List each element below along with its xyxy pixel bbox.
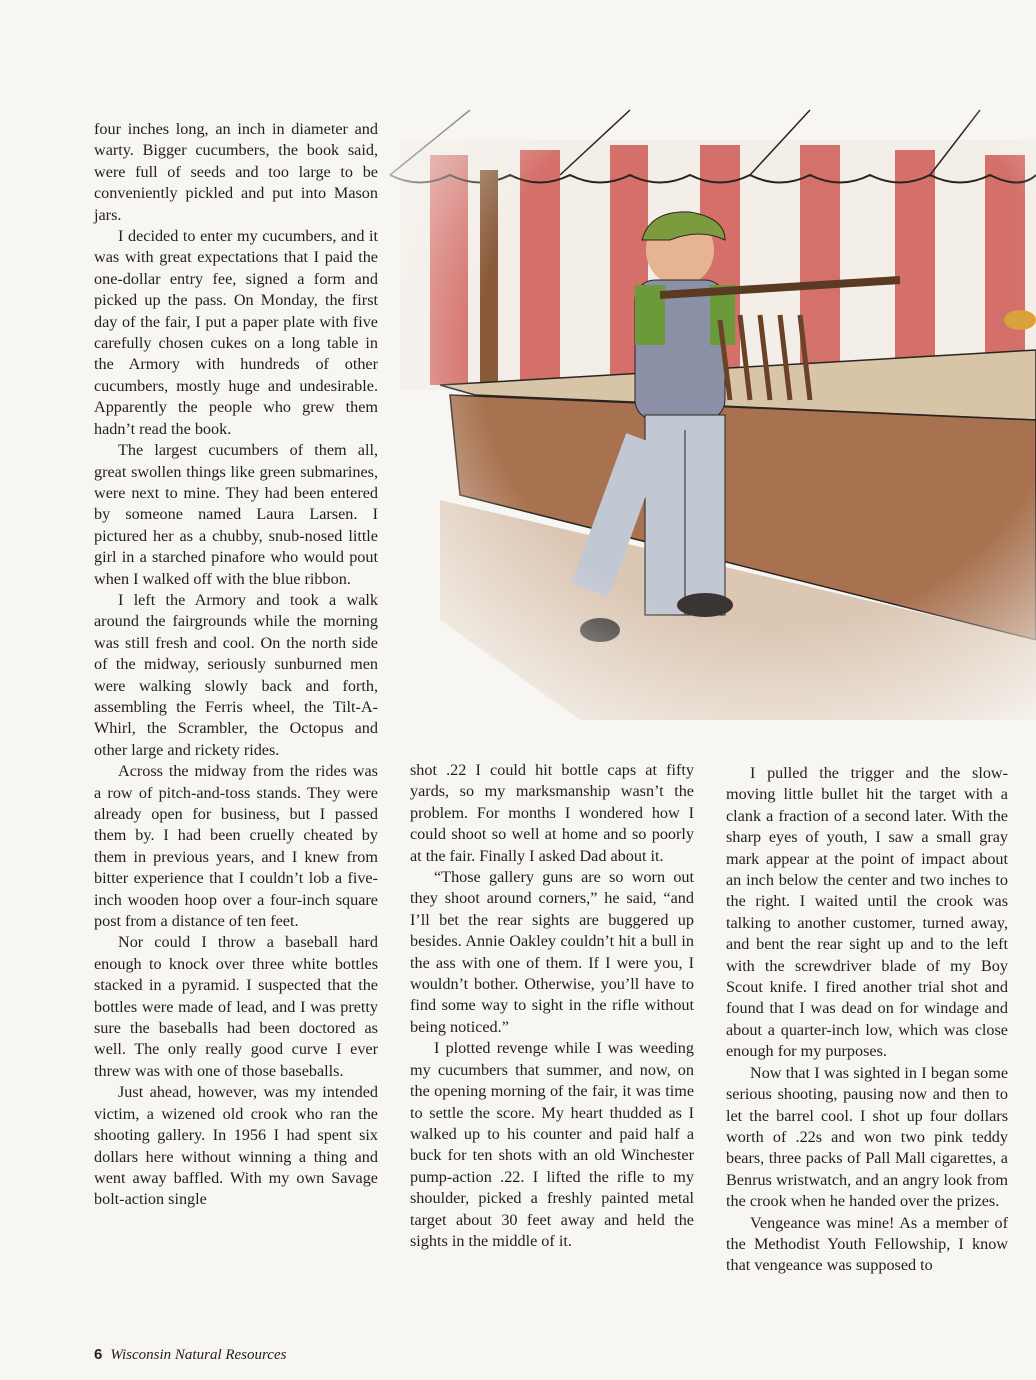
magazine-title: Wisconsin Natural Resources [110, 1347, 287, 1363]
shooting-gallery-illustration [380, 100, 1036, 720]
paragraph: I left the Armory and took a walk around the fairgrounds while the morning was still fresh and cool. On the north side of the midway, seriously sunburned men were walking slowly back and forth, assembling the Ferris wheel, the Tilt-A-Whirl, the Scrambler, the Octopus and other large and rickety rides. [94, 590, 378, 759]
page-number: 6 [94, 1346, 103, 1363]
paragraph: The largest cucumbers of them all, great swollen things like green submarines, were next to mine. They had been entered by someone named Laura Larsen. I pictured her as a chubby, snub-nosed little girl in a starched pinafore who would pout when I walked off with the blue ribbon. [94, 441, 378, 588]
paragraph: I pulled the trigger and the slow-moving little bullet hit the target with a clank a fraction of a second later. With the sharp eyes of youth, I saw a small gray mark appear at the point of impact about an inch below the center and two inches to the right. I waited until the crook was talking to another customer, turned away, and bent the rear sight up and to the left with the screwdriver blade of my Boy Scout knife. I fired another trial shot and found that I was dead on for windage and about a quarter-inch low, which was close enough for my purposes. [726, 764, 1008, 1061]
paragraph: Nor could I throw a baseball hard enough to knock over three white bottles stacked in a pyramid. I suspected that the bottles were made of lead, and I was pretty sure the baseballs had been doctored as well. The only really good curve I ever threw was with one of those baseballs. [94, 933, 378, 1080]
article-column-1 [94, 119, 378, 1211]
paragraph: I plotted revenge while I was weeding my cucumbers that summer, and now, on the opening morning of the fair, it was time to settle the score. My heart thudded as I walked up to his counter and paid half a buck for ten shots with an old Winchester pump-action .22. I lifted the rifle to my shoulder, picked a freshly painted metal target about 30 feet away and held the sights in the middle of it. [410, 1039, 694, 1250]
paragraph: “Those gallery guns are so worn out they shoot around corners,” he said, “and I’ll bet the rear sights are buggered up besides. Annie Oakley couldn’t hit a bull in the ass with one of them. If I were you, I wouldn’t bother. Otherwise, you’ll have to find some way to sight in the rifle without being noticed.” [410, 868, 694, 1036]
paragraph: Across the midway from the rides was a row of pitch-and-toss stands. They were already open for business, but I passed them by. I had been cruelly cheated by them in previous years, and I knew from bitter experience that I couldn’t lob a five-inch wooden hoop over a four-inch square post from a distance of ten feet. [94, 762, 378, 931]
article-column-2 [410, 760, 694, 1252]
paragraph: Vengeance was mine! As a member of the Methodist Youth Fellowship, I know that vengeance was supposed to [726, 1213, 1008, 1275]
paragraph: Now that I was sighted in I began some serious shooting, pausing now and then to let the barrel cool. I shot up four dollars worth of .22s and won two pink teddy bears, three packs of Pall Mall cigarettes, a Benrus wristwatch, and an angry look from the crook when he handed over the prizes. [726, 1063, 1008, 1211]
paragraph: shot .22 I could hit bottle caps at fifty yards, so my marksmanship wasn’t the problem. For months I wondered how I could shoot so well at home and so poorly at the fair. Finally I asked Dad about it. [410, 761, 694, 865]
paragraph: Just ahead, however, was my intended victim, a wizened old crook who ran the shooting gallery. In 1956 I had spent six dollars here without winning a thing and went away baffled. With my own Savage bolt-action single [94, 1083, 378, 1209]
paragraph: I decided to enter my cucumbers, and it was with great expectations that I paid the one-dollar entry fee, signed a form and picked up the pass. On Monday, the first day of the fair, I put a paper plate with five carefully chosen cukes on a long table in the Armory with hundreds of other cucumbers, mostly huge and undesirable. Apparently the people who grew them hadn’t read the book. [94, 227, 378, 438]
page-footer [94, 1346, 286, 1364]
paragraph: four inches long, an inch in diameter and warty. Bigger cucumbers, the book said, were full of seeds and too large to be conveniently pickled and put into Mason jars. [94, 120, 378, 224]
article-column-3 [726, 763, 1008, 1277]
